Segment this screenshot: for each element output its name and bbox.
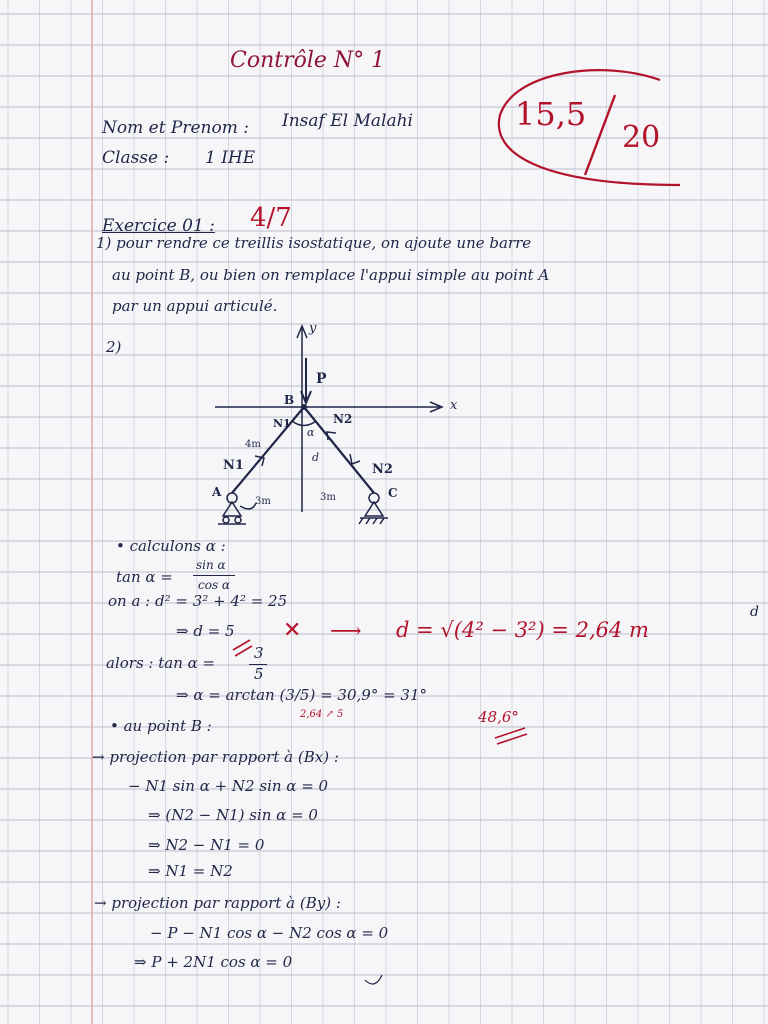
work-line-10: ⇒ (N2 − N1) sin α = 0 (148, 806, 318, 824)
work-line-9: − N1 sin α + N2 sin α = 0 (128, 777, 329, 795)
work-tan-def: tan α = (116, 568, 173, 586)
work-line-12: ⇒ N1 = N2 (148, 862, 233, 880)
work-line-13: → projection par rapport à (By) : (94, 894, 341, 912)
work-line-5: alors : tan α = (106, 654, 216, 672)
work-line-15: ⇒ P + 2N1 cos α = 0 (134, 953, 293, 971)
wrong-mark-icon: ✕ (283, 618, 302, 643)
work-line-7: • au point B : (110, 717, 212, 735)
exercise-score: 4/7 (250, 203, 292, 233)
grade-numerator: 15,5 (515, 95, 587, 133)
q1-line3: par un appui articulé. (112, 297, 278, 315)
label-node-c: C (388, 486, 398, 500)
work-line-4: ⇒ d = 5 (176, 622, 235, 640)
work-line-1: • calculons α : (116, 537, 226, 555)
page-title: Contrôle N° 1 (230, 48, 386, 73)
label-load-p: P (316, 371, 327, 387)
label-n2-top: N2 (333, 412, 353, 426)
label-d: d (312, 451, 320, 464)
label-length-4m: 4m (245, 439, 261, 450)
name-label: Nom et Prenom : (102, 118, 249, 138)
correction-d: d = √(4² − 3²) = 2,64 m (396, 618, 649, 642)
label-x-axis: x (450, 398, 458, 413)
work-line-14: − P − N1 cos α − N2 cos α = 0 (150, 924, 389, 942)
label-n1-side: N1 (223, 458, 244, 473)
margin-note: d (750, 604, 759, 620)
work-line-6: ⇒ α = arctan (3/5) = 30,9° = 31° (176, 686, 428, 704)
q1-line2: au point B, ou bien on remplace l'appui simple au point A (112, 266, 550, 284)
correction-alpha: 48,6° (478, 708, 519, 726)
label-n1-top: N1 (273, 417, 291, 430)
class-label: Classe : (102, 148, 170, 168)
correction-note: 2,64 ↗ 5 (300, 709, 344, 720)
q1-line1: 1) pour rendre ce treillis isostatique, on ajoute une barre (96, 234, 532, 252)
label-y-axis: y (309, 321, 317, 336)
correction-arrow: ⟶ (330, 619, 362, 644)
work-tan-numerator: sin α (196, 558, 226, 572)
label-dim-right: 3m (320, 492, 336, 503)
label-alpha: α (307, 426, 315, 439)
work-tan-denominator: cos α (198, 578, 231, 592)
name-value: Insaf El Malahi (282, 111, 413, 131)
work-line-8: → projection par rapport à (Bx) : (92, 748, 339, 766)
label-dim-left: 3m (255, 496, 271, 507)
work-line-3: on a : d² = 3² + 4² = 25 (108, 592, 288, 610)
label-node-a: A (212, 485, 222, 499)
label-n2-side: N2 (372, 462, 393, 477)
class-value: 1 IHE (205, 148, 256, 168)
q2-label: 2) (106, 338, 122, 356)
exercise-title: Exercice 01 : (102, 216, 215, 236)
work-line-11: ⇒ N2 − N1 = 0 (148, 836, 265, 854)
grade-denominator: 20 (622, 120, 661, 155)
label-node-b: B (284, 393, 295, 407)
work-frac-den: 5 (254, 665, 264, 683)
work-frac-num: 3 (254, 644, 264, 662)
